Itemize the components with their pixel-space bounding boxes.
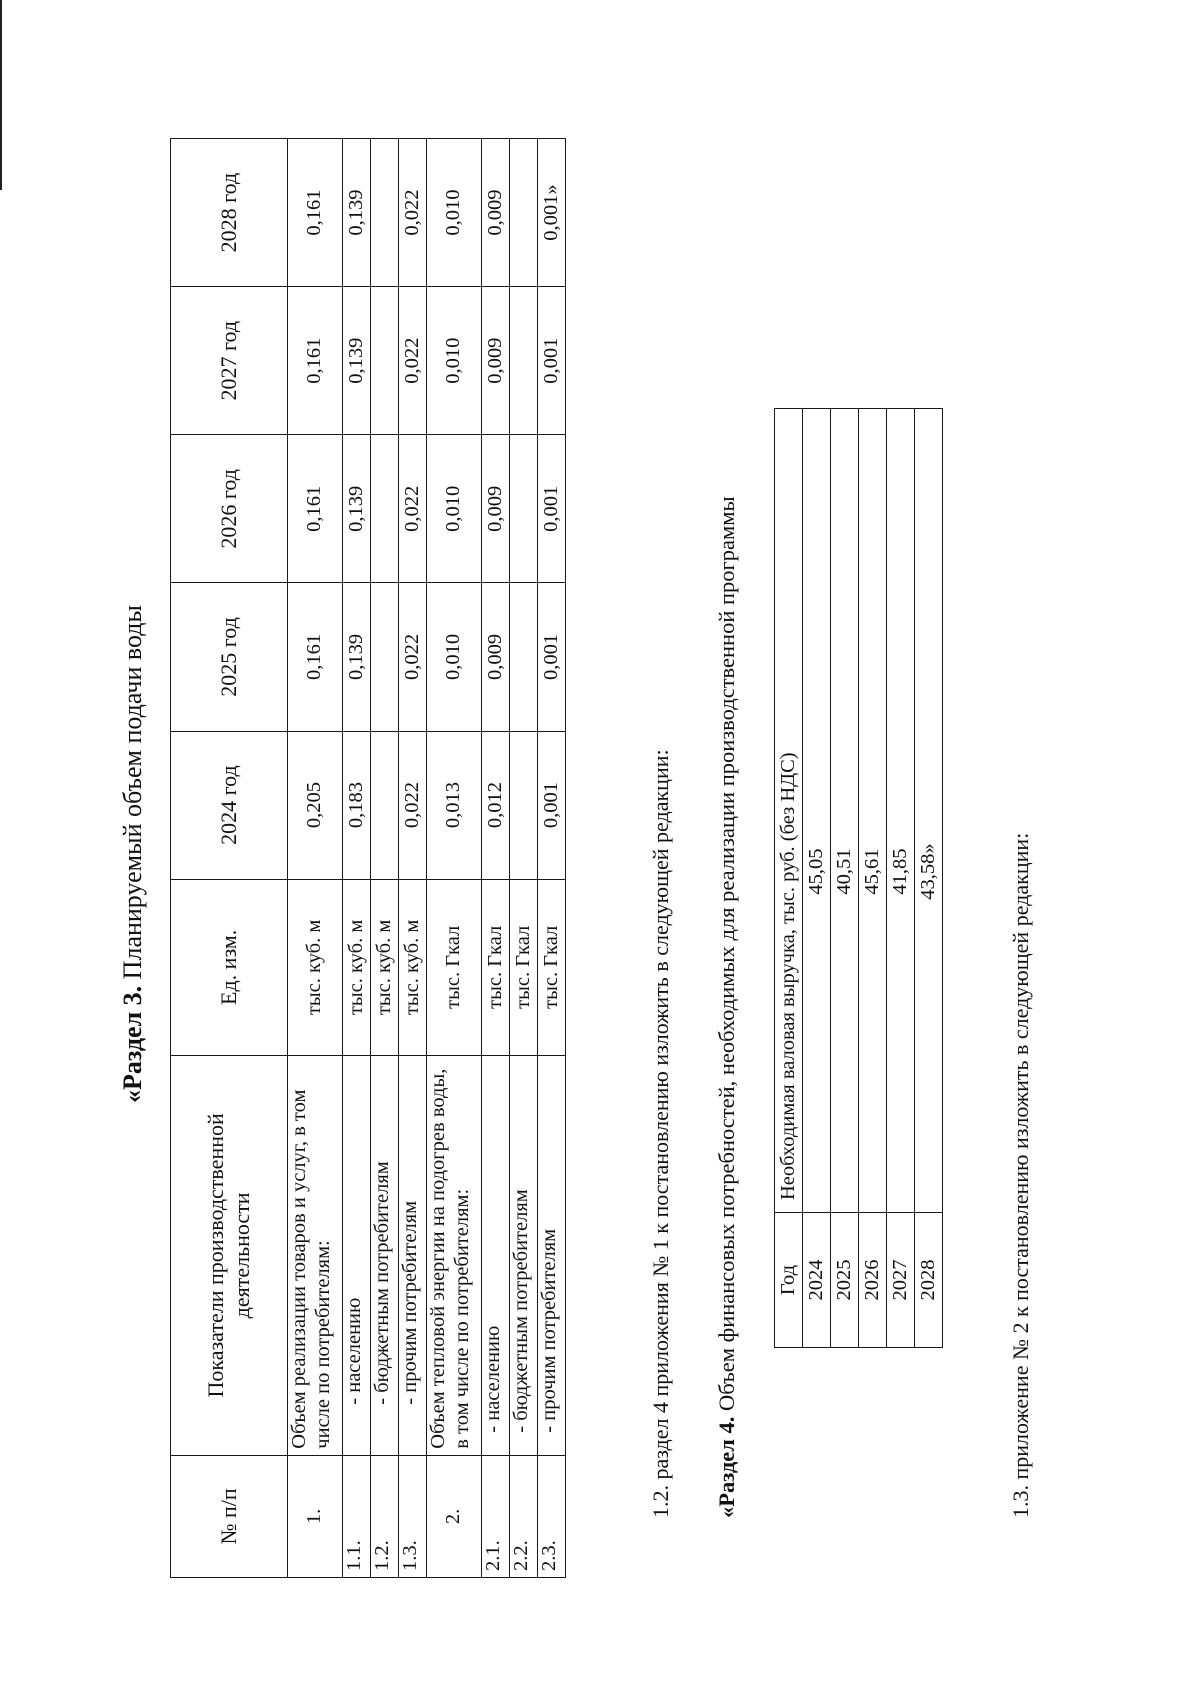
value-2025: 0,139 [343,583,371,731]
row-unit: тыс. Гкал [510,879,538,1055]
revenue-cell: 45,61 [859,409,887,1213]
value-2024: 0,013 [427,731,482,879]
value-2024: 0,022 [399,731,427,879]
table-row [371,139,399,1578]
year-cell: 2027 [887,1213,915,1348]
header-cell: Год [775,1213,803,1348]
value-2024 [510,731,538,879]
row-number: 2.3. [538,1455,566,1577]
header-cell: 2025 год [171,583,288,731]
row-indicator: - прочим потребителям [538,1056,566,1456]
header-cell: 2026 год [171,435,288,583]
table-header-row [171,139,288,1578]
row-number: 1.2. [371,1455,399,1577]
table-row [399,139,427,1578]
section4-table [774,408,943,1348]
row-number: 2. [427,1455,482,1577]
value-2027: 0,010 [427,287,482,435]
year-cell: 2025 [831,1213,859,1348]
value-2028: 0,001» [538,139,566,287]
year-cell: 2024 [803,1213,831,1348]
value-2027 [510,287,538,435]
value-2024: 0,001 [538,731,566,879]
revenue-cell: 43,58» [915,409,943,1213]
section3-title-text: Планируемый объем подачи воды [118,605,147,986]
row-number: 1. [288,1455,343,1577]
header-cell: Показатели производственной деятельности [171,1056,288,1456]
value-2025: 0,161 [288,583,343,731]
value-2025 [371,583,399,731]
row-unit: тыс. куб. м [399,879,427,1055]
value-2024: 0,205 [288,731,343,879]
row-indicator: Объем тепловой энергии на подогрев воды, в том числе по потребителям: [427,1056,482,1456]
value-2026: 0,010 [427,435,482,583]
value-2025 [510,583,538,731]
row-number: 2.2. [510,1455,538,1577]
row-unit: тыс. Гкал [538,879,566,1055]
value-2026: 0,022 [399,435,427,583]
value-2024: 0,012 [482,731,510,879]
section3-table [170,138,566,1578]
table-row [915,409,943,1348]
year-cell: 2028 [915,1213,943,1348]
table-header-row [775,409,803,1348]
table-row [482,139,510,1578]
table-row [859,409,887,1348]
table-row [887,409,915,1348]
year-cell: 2026 [859,1213,887,1348]
table-row [427,139,482,1578]
section3-title [118,0,148,1708]
value-2028: 0,010 [427,139,482,287]
header-cell: 2028 год [171,139,288,287]
value-2024: 0,183 [343,731,371,879]
paragraph-1-2: 1.2. раздел 4 приложения № 1 к постановлению изложить в следующей редакции: [648,749,673,1518]
row-indicator: - населению [343,1056,371,1456]
header-cell: 2024 год [171,731,288,879]
revenue-cell: 40,51 [831,409,859,1213]
section4-title [714,496,740,1518]
value-2028 [371,139,399,287]
value-2026: 0,161 [288,435,343,583]
value-2027: 0,001 [538,287,566,435]
row-unit: тыс. куб. м [288,879,343,1055]
row-unit: тыс. Гкал [427,879,482,1055]
row-number: 1.3. [399,1455,427,1577]
header-cell: 2027 год [171,287,288,435]
value-2025: 0,009 [482,583,510,731]
row-number: 1.1. [343,1455,371,1577]
section3-title-bold: «Раздел 3. [118,985,147,1103]
table-row [538,139,566,1578]
row-indicator: - бюджетным потребителям [371,1056,399,1456]
value-2027 [371,287,399,435]
value-2026 [371,435,399,583]
table-row [288,139,343,1578]
revenue-cell: 45,05 [803,409,831,1213]
value-2025: 0,010 [427,583,482,731]
row-unit: тыс. куб. м [371,879,399,1055]
table-row [510,139,538,1578]
section4-title-bold: «Раздел 4. [714,1416,739,1518]
value-2025: 0,022 [399,583,427,731]
row-indicator: Объем реализации товаров и услуг, в том числе по потребителям: [288,1056,343,1456]
row-number: 2.1. [482,1455,510,1577]
value-2028: 0,009 [482,139,510,287]
row-indicator: - бюджетным потребителям [510,1056,538,1456]
value-2025: 0,001 [538,583,566,731]
value-2024 [371,731,399,879]
value-2026: 0,139 [343,435,371,583]
table-row [343,139,371,1578]
header-cell: № п/п [171,1455,288,1577]
table-row [831,409,859,1348]
row-unit: тыс. Гкал [482,879,510,1055]
value-2028 [510,139,538,287]
value-2027: 0,009 [482,287,510,435]
value-2026: 0,001 [538,435,566,583]
header-cell: Необходимая валовая выручка, тыс. руб. (без НДС) [775,409,803,1213]
value-2026 [510,435,538,583]
paragraph-1-3: 1.3. приложение № 2 к постановлению изложить в следующей редакции: [1008,832,1033,1518]
header-cell: Ед. изм. [171,879,288,1055]
section4-title-text: Объем финансовых потребностей, необходимых для реализации производственной программы [714,496,739,1417]
revenue-cell: 41,85 [887,409,915,1213]
value-2028: 0,139 [343,139,371,287]
value-2027: 0,139 [343,287,371,435]
value-2027: 0,022 [399,287,427,435]
table-row [803,409,831,1348]
value-2027: 0,161 [288,287,343,435]
value-2026: 0,009 [482,435,510,583]
value-2028: 0,022 [399,139,427,287]
value-2028: 0,161 [288,139,343,287]
row-indicator: - населению [482,1056,510,1456]
row-unit: тыс. куб. м [343,879,371,1055]
row-indicator: - прочим потребителям [399,1056,427,1456]
